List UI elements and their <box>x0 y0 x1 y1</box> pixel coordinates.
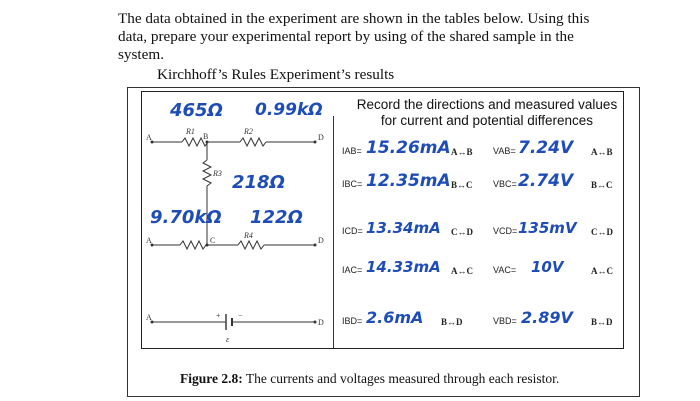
voltage-value: 7.24V <box>518 138 574 158</box>
measurement-row <box>336 256 624 286</box>
node-label-a2: A <box>146 236 152 245</box>
voltage-pair: B↔D <box>591 317 613 327</box>
current-value: 14.33mA <box>366 258 441 276</box>
current-pair: A↔B <box>451 147 473 157</box>
circuit-diagram <box>0 0 340 350</box>
intro-paragraph: The data obtained in the experiment are shown in the tables below. Using this data, prepare your experimental report by using of the shared sample in the system. <box>118 10 590 63</box>
resistor-label-r4: R4 <box>244 231 253 240</box>
node-label-a1: A <box>146 133 152 142</box>
current-value: 15.26mA <box>366 138 451 158</box>
record-heading: Record the directions and measured values for current and potential differences <box>356 97 618 128</box>
voltage-pair: A↔B <box>591 147 613 157</box>
node-label-d3: D <box>318 318 324 327</box>
voltage-label: VAB= <box>493 146 516 156</box>
handwritten-r2-value: 0.99kΩ <box>255 100 323 120</box>
voltage-value: 135mV <box>518 219 577 237</box>
current-label: IAC= <box>342 265 363 275</box>
measurement-row <box>336 137 624 167</box>
current-pair: A↔C <box>451 266 473 276</box>
node-label-c: C <box>210 236 216 245</box>
measurement-row <box>336 217 624 247</box>
voltage-label: VBC= <box>493 179 517 189</box>
current-pair: C↔D <box>451 227 473 237</box>
current-label: ICD= <box>342 226 363 236</box>
node-label-b: B <box>203 132 209 141</box>
resistor-label-r1: R1 <box>186 127 195 136</box>
current-label: IBD= <box>342 316 363 326</box>
figure-caption <box>180 371 559 387</box>
current-pair: B↔C <box>451 180 473 190</box>
voltage-label: VBD= <box>493 316 517 326</box>
handwritten-r4-right-value: 122Ω <box>250 207 303 228</box>
handwritten-r3-value: 218Ω <box>232 172 285 193</box>
current-value: 12.35mA <box>366 171 451 191</box>
svg-text:−: − <box>238 311 243 320</box>
resistor-r2 <box>240 138 266 146</box>
section-subtitle: Kirchhoff’s Rules Experiment’s results <box>157 66 395 83</box>
current-label: IBC= <box>342 179 363 189</box>
voltage-pair: B↔C <box>591 180 613 190</box>
current-value: 13.34mA <box>366 219 441 237</box>
measurement-row <box>336 307 624 337</box>
node-label-d2: D <box>318 236 324 245</box>
node-label-a3: A <box>146 313 152 322</box>
resistor-r4 <box>238 241 264 249</box>
voltage-value: 2.74V <box>518 171 574 191</box>
svg-text:+: + <box>216 311 221 320</box>
source-label: ε <box>226 335 230 344</box>
voltage-value: 10V <box>531 258 564 276</box>
voltage-pair: C↔D <box>591 227 613 237</box>
resistor-label-r2: R2 <box>244 127 253 136</box>
voltage-label: VCD= <box>493 226 518 236</box>
voltage-label: VAC= <box>493 265 517 275</box>
current-value: 2.6mA <box>366 308 424 327</box>
resistor-r3 <box>203 160 211 186</box>
current-label: IAB= <box>342 146 362 156</box>
caption-label: Figure 2.8: <box>180 371 243 386</box>
resistor-label-r3: R3 <box>213 169 222 178</box>
node-label-d1: D <box>318 133 324 142</box>
caption-text: The currents and voltages measured through each resistor. <box>242 371 560 386</box>
handwritten-r4-left-value: 9.70kΩ <box>150 207 222 228</box>
handwritten-r1-value: 465Ω <box>170 100 223 121</box>
voltage-pair: A↔C <box>591 266 613 276</box>
current-pair: B↔D <box>441 317 463 327</box>
measurement-row <box>336 170 624 200</box>
voltage-value: 2.89V <box>521 308 573 327</box>
